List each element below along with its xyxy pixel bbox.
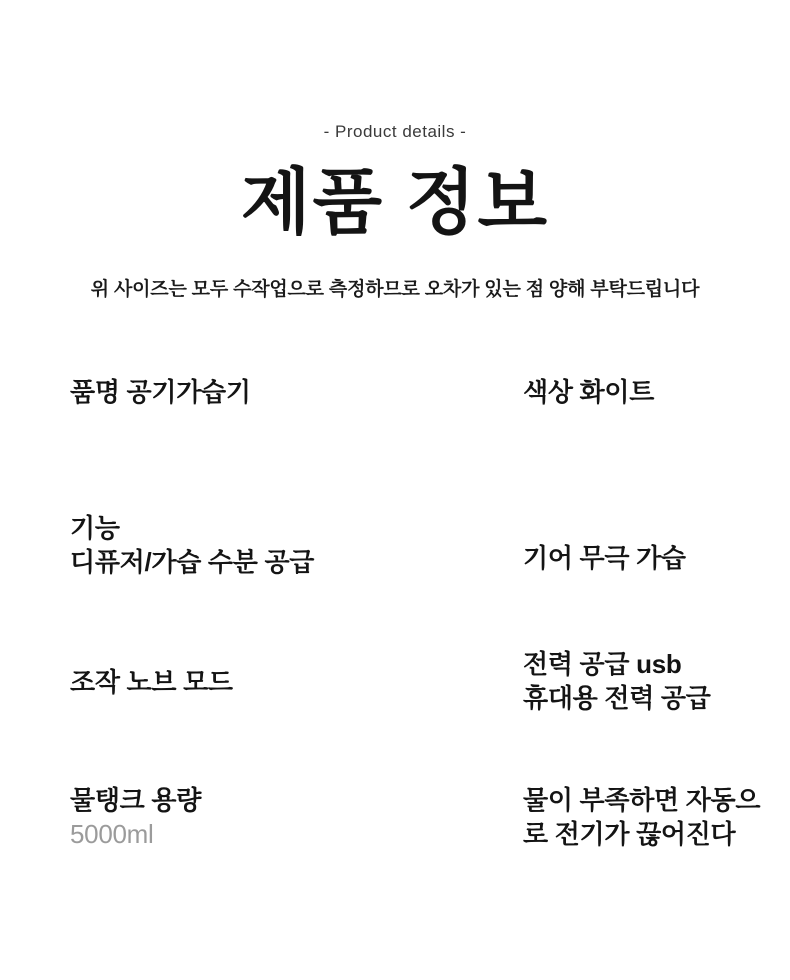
eyebrow-label: - Product details - xyxy=(323,122,467,141)
spec-text: 물이 부족하면 자동으 xyxy=(523,784,761,815)
spec-row-3-right xyxy=(445,647,790,783)
spec-row-3-left xyxy=(70,647,445,783)
spec-text: 기능 xyxy=(70,512,120,543)
spec-text: 물탱크 용량 xyxy=(70,784,202,815)
spec-text: 디퓨저/가습 수분 공급 xyxy=(70,546,315,577)
spec-row-1-left xyxy=(70,375,445,511)
spec-row-1-right xyxy=(445,375,790,511)
product-details-page xyxy=(0,122,790,980)
measurement-disclaimer: 위 사이즈는 모두 수작업으로 측정하므로 오차가 있는 점 양해 부탁드립니다 xyxy=(90,278,700,300)
spec-text: 조작 노브 모드 xyxy=(70,666,233,697)
spec-text: 색상 화이트 xyxy=(523,376,655,407)
spec-row-2-left xyxy=(70,511,445,647)
spec-row-2-right xyxy=(445,511,790,647)
spec-text: 로 전기가 끊어진다 xyxy=(523,818,736,849)
spec-row-4-left xyxy=(70,783,445,919)
spec-table xyxy=(0,375,790,919)
spec-row-4-right xyxy=(445,783,790,919)
spec-text: 기어 무극 가습 xyxy=(523,542,686,573)
spec-text: 전력 공급 usb xyxy=(523,648,682,679)
page-title: 제품 정보 xyxy=(240,163,550,243)
spec-text: 휴대용 전력 공급 xyxy=(523,682,711,713)
spec-text: 품명 공기가습기 xyxy=(70,376,251,407)
spec-value-capacity: 5000ml xyxy=(70,818,154,849)
